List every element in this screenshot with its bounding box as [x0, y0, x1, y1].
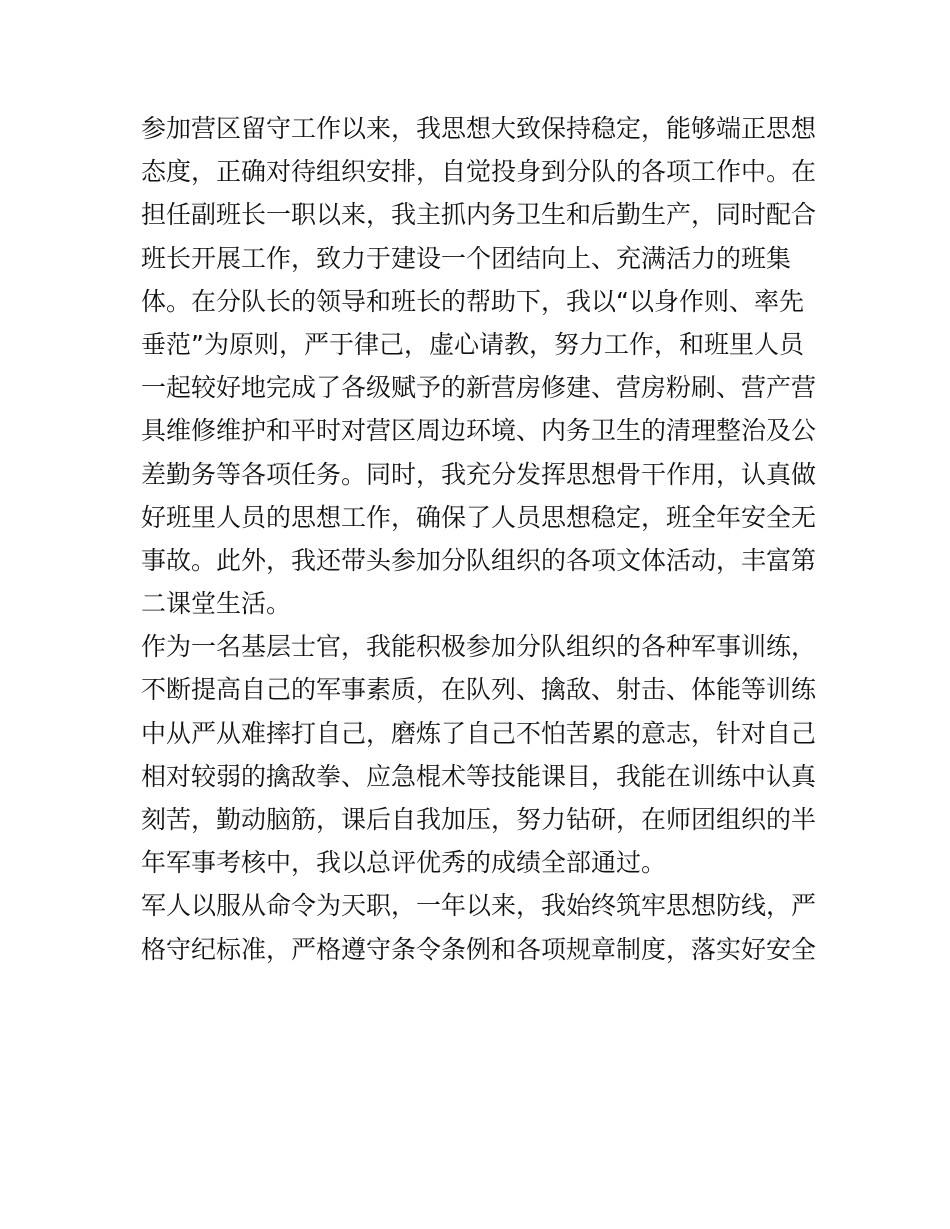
text-line: 差勤务等各项任务。同时，我充分发挥思想骨干作用，认真做 — [141, 459, 817, 489]
text-line: 作为一名基层士官，我能积极参加分队组织的各种军事训练， — [141, 632, 817, 662]
text-line: 中从严从难摔打自己，磨炼了自己不怕苦累的意志，针对自己 — [141, 718, 817, 748]
text-line: 军人以服从命令为天职，一年以来，我始终筑牢思想防线，严 — [141, 891, 817, 921]
text-line: 担任副班长一职以来，我主抓内务卫生和后勤生产，同时配合 — [141, 200, 817, 230]
text-line: 不断提高自己的军事素质，在队列、擒敌、射击、体能等训练 — [141, 675, 817, 705]
text-line: 参加营区留守工作以来，我思想大致保持稳定，能够端正思想 — [141, 114, 817, 143]
text-line: 态度，正确对待组织安排，自觉投身到分队的各项工作中。在 — [141, 157, 817, 187]
text-line: 一起较好地完成了各级赋予的新营房修建、营房粉刷、营产营 — [141, 373, 817, 403]
text-line: 好班里人员的思想工作，确保了人员思想稳定，班全年安全无 — [141, 502, 817, 532]
text-line: 班长开展工作，致力于建设一个团结向上、充满活力的班集 — [141, 243, 792, 273]
text-line: 事故。此外，我还带头参加分队组织的各项文体活动，丰富第 — [141, 545, 817, 575]
text-line: 年军事考核中，我以总评优秀的成绩全部通过。 — [141, 848, 667, 878]
text-line: 垂范”为原则，严于律己，虚心请教，努力工作，和班里人员 — [141, 329, 804, 359]
text-line: 格守纪标准，严格遵守条令条例和各项规章制度，落实好安全 — [141, 934, 817, 964]
text-line: 刻苦，勤动脑筋，课后自我加压，努力钻研，在师团组织的半 — [141, 805, 817, 834]
text-line: 具维修维护和平时对营区周边环境、内务卫生的清理整治及公 — [141, 416, 817, 446]
document-body — [141, 107, 821, 971]
text-line: 二课堂生活。 — [141, 589, 292, 619]
text-line: 体。在分队长的领导和班长的帮助下，我以“以身作则、率先 — [141, 286, 804, 316]
text-line: 相对较弱的擒敌拳、应急棍术等技能课目，我能在训练中认真 — [141, 761, 817, 791]
